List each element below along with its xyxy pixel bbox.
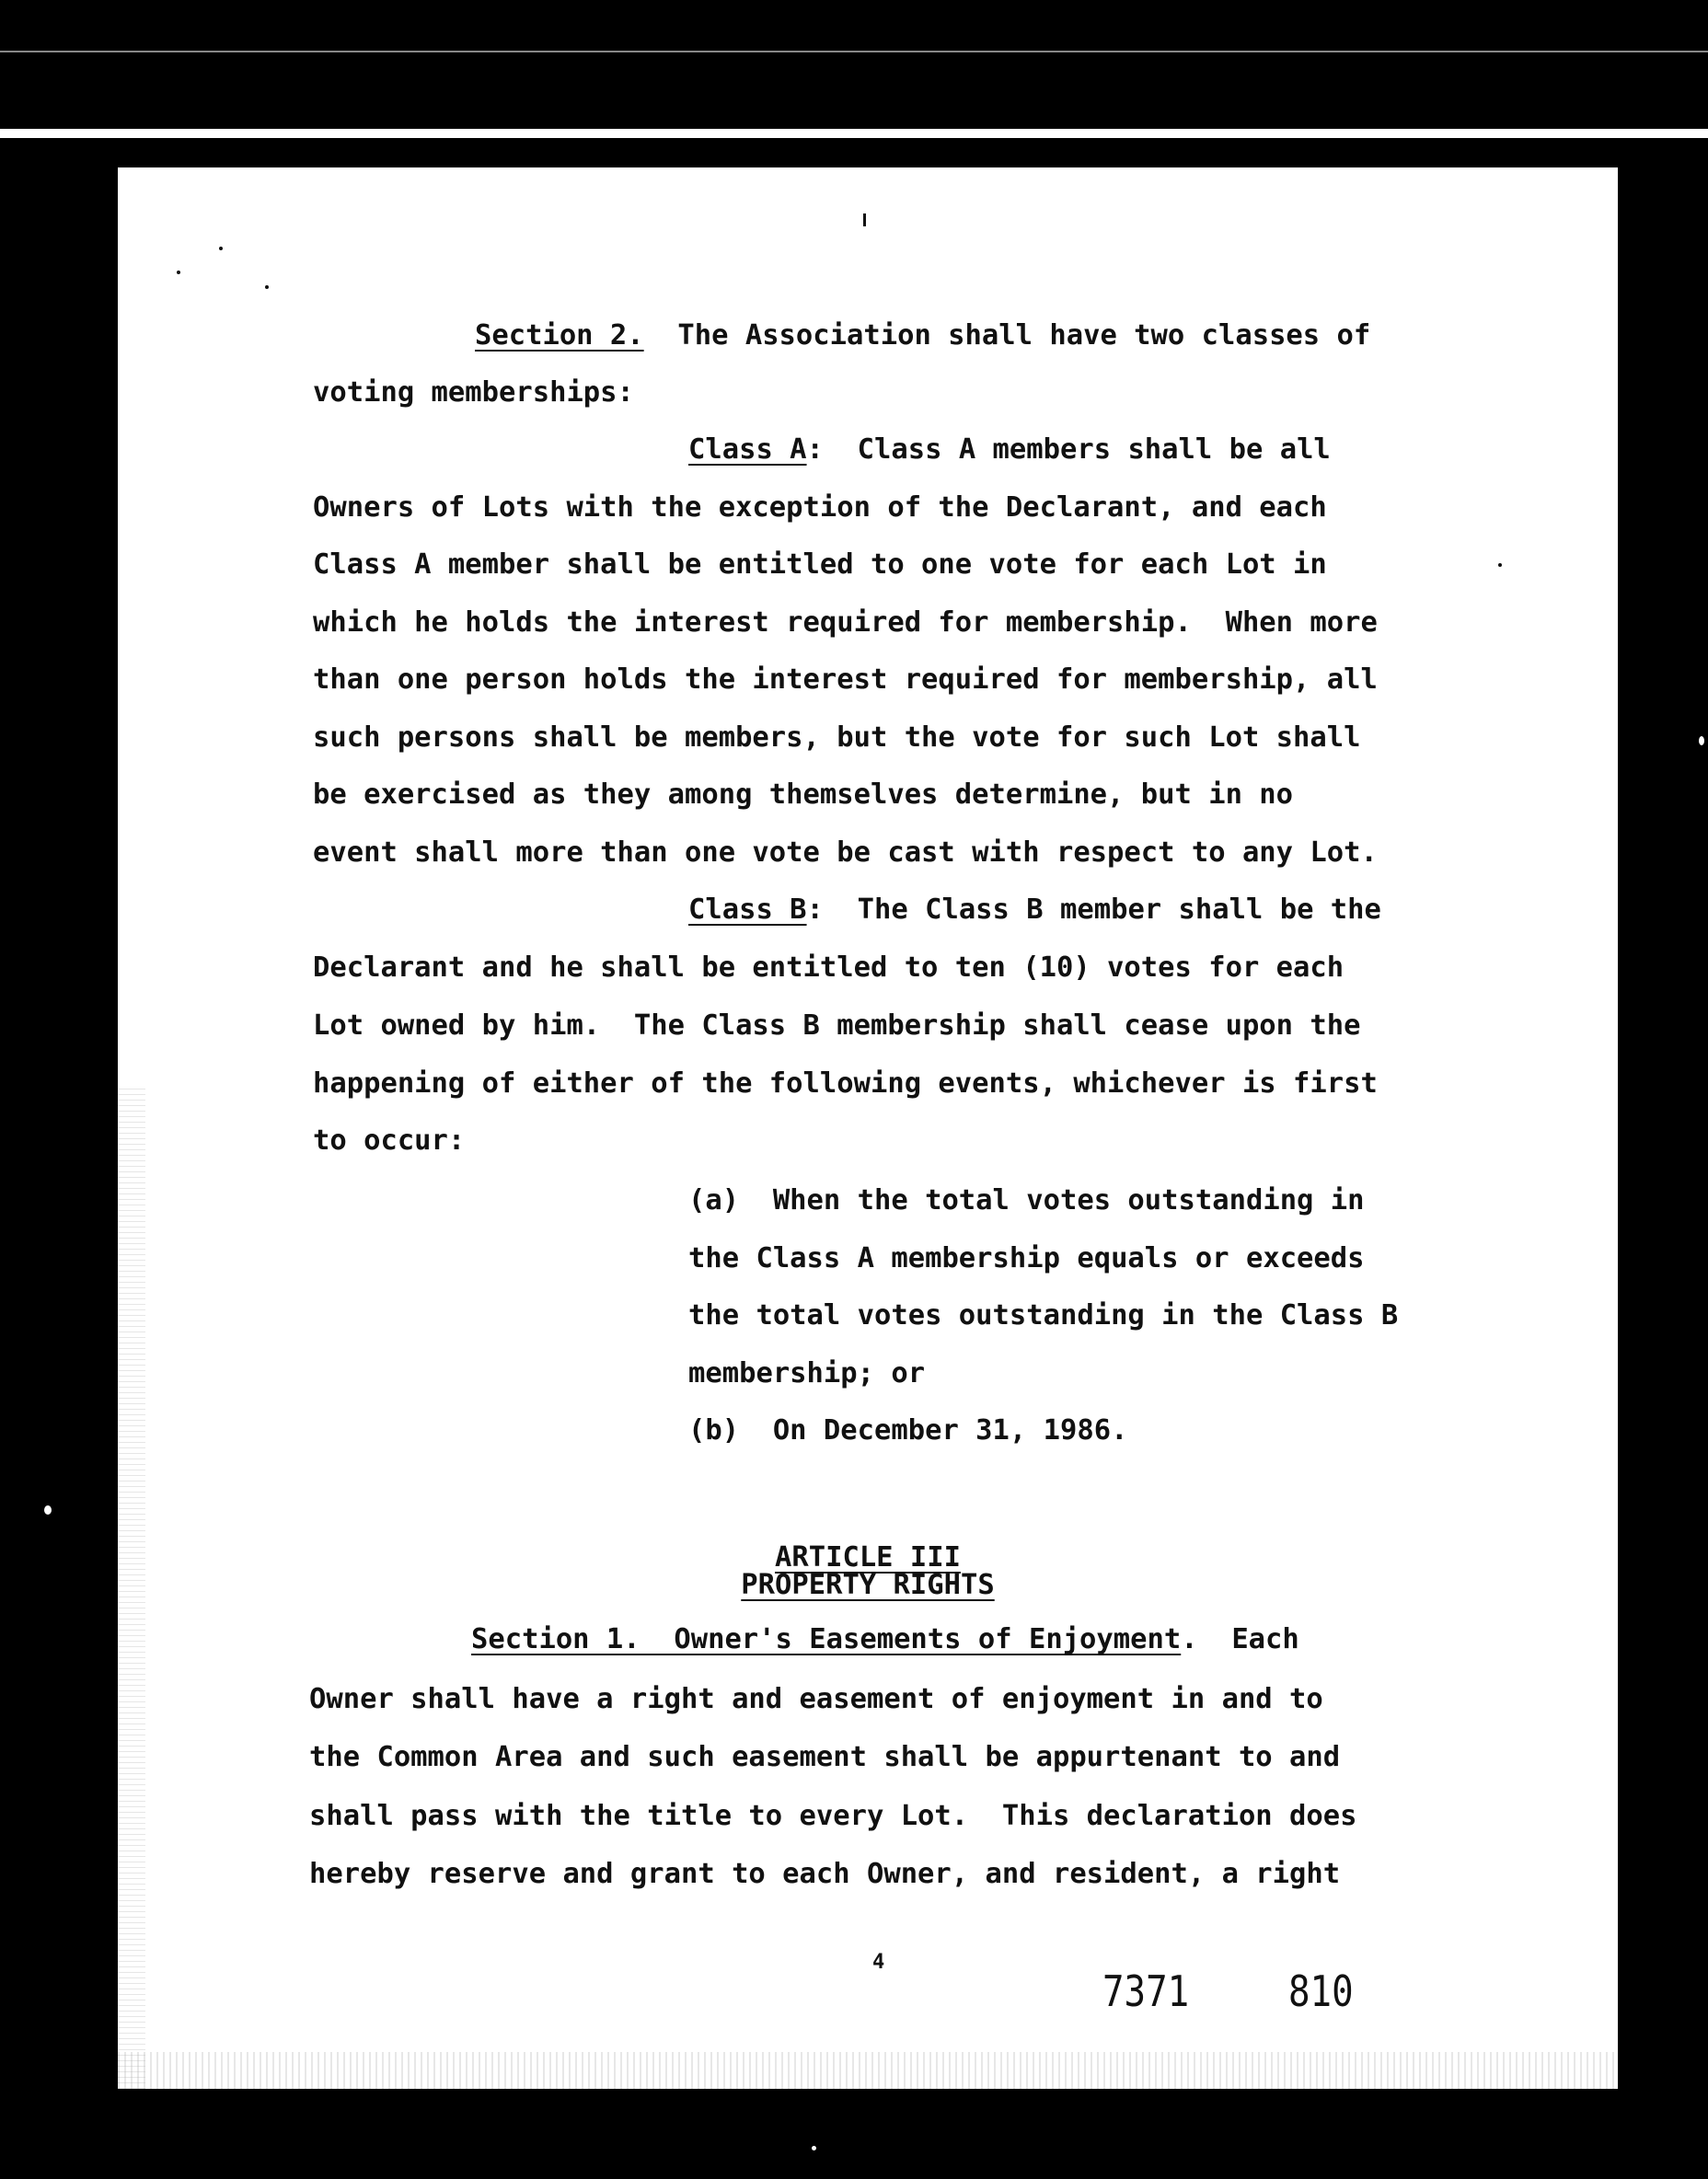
class-a-label: Class A [688,433,807,466]
top-rule [0,129,1708,138]
class-b-text-1: The Class B member shall be the [857,894,1381,926]
scan-speck [219,247,223,250]
scan-speck [1699,736,1704,745]
section1-heading-tail: . Each [1181,1623,1299,1655]
top-thin-rule [0,51,1708,52]
class-a-line: than one person holds the interest required for membership, all [313,663,1378,696]
book-number: 7371 [1102,1966,1190,2016]
page-number: 4 [872,1951,885,1974]
scan-speck [177,271,180,274]
class-a-line: Class A member shall be entitled to one vote for each Lot in [313,548,1327,581]
section2-intro-2: voting memberships: [313,376,634,409]
scan-speck [863,213,866,226]
scan-speck [265,285,269,289]
class-b-line: happening of either of the following events, whichever is first [313,1067,1378,1100]
item-a-line: the Class A membership equals or exceeds [688,1242,1365,1274]
item-a-line: the total votes outstanding in the Class B [688,1299,1399,1332]
class-a-line: be exercised as they among themselves determine, but in no [313,778,1294,811]
scan-speck [812,2146,816,2150]
section1-first-line [471,1623,1299,1655]
class-a-line: which he holds the interest required for membership. When more [313,606,1378,639]
item-a-line: (a) When the total votes outstanding in [688,1184,1365,1216]
class-b-label: Class B [688,894,807,926]
class-b-line: Declarant and he shall be entitled to ten (10) votes for each [313,951,1344,984]
document-page [118,167,1618,2089]
class-b-line: Lot owned by him. The Class B membership shall cease upon the [313,1009,1361,1042]
class-a-line: Owners of Lots with the exception of the Declarant, and each [313,491,1327,524]
item-a-line: membership; or [688,1357,926,1389]
section1-heading: Section 1. Owner's Easements of Enjoyment [471,1623,1182,1655]
class-b-first-line: Class B: The Class B member shall be the [688,894,1381,926]
book-page-number: 810 [1288,1966,1354,2016]
section1-line: shall pass with the title to every Lot. This declaration does [309,1800,1357,1832]
article-number: ARTICLE III [775,1541,961,1574]
section2-intro-1: The Association shall have two classes of [677,319,1371,352]
section2-heading: Section 2. [475,319,644,352]
article-title: PROPERTY RIGHTS [741,1569,995,1601]
class-a-line: such persons shall be members, but the vote for such Lot shall [313,721,1361,754]
scan-speck [44,1505,52,1515]
class-b-line: to occur: [313,1124,466,1157]
section1-line: Owner shall have a right and easement of enjoyment in and to [309,1683,1323,1715]
class-a-line: event shall more than one vote be cast with respect to any Lot. [313,836,1378,869]
class-a-first-line: Class A: Class A members shall be all [688,433,1331,466]
section2-first-line [475,319,1371,352]
item-b-line: (b) On December 31, 1986. [688,1414,1128,1447]
section1-line: the Common Area and such easement shall be appurtenant to and [309,1741,1341,1773]
scan-speck [1498,563,1502,567]
class-a-text-1: Class A members shall be all [857,433,1331,466]
section1-line: hereby reserve and grant to each Owner, and resident, a right [309,1858,1341,1890]
